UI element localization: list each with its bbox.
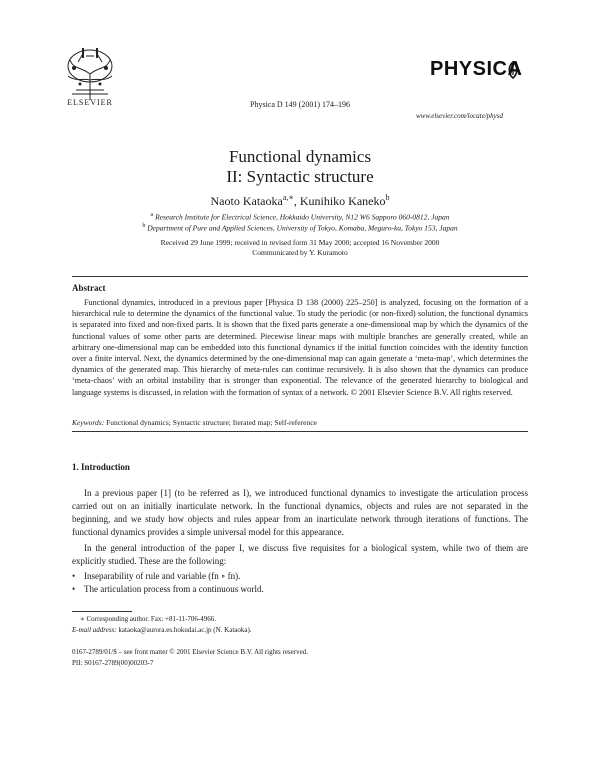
abstract-body: Functional dynamics, introduced in a previous paper [Physica D 138 (2000) 225–250] is analyzed, focusing on the formation of a hierarchical rule to determine the dynamics of the functional value. To study the periodic (or non-fixed) solution, the functional dynamics is separated into fixed and non-fixed parts. It is shown that the fixed parts generate a one-dimensional map by which the dynamics of the functional values of some other parts are determined. Piecewise linear maps with multiple branches are generally created, while an arbitrary one-dimensional map can be embedded into this functional dynamics if the initial function coincides with the identity function over a finite interval. Next, the dynamics determined by the one-dimensional map can again generate a ‘meta-map’, which determines the dynamics of the generated map. This hierarchy of meta-rules can continue recursively. It is also shown that the dynamics can produce ‘meta-chaos’ with an orbital instability that is stronger than exponential. The relevance of the generated hierarchy to biological and language systems is discussed, in relation with the formation of syntax of a network. © 2001 Elsevier Science B.V. All rights reserved.: [72, 298, 528, 397]
journal-url[interactable]: www.elsevier.com/locate/physd: [416, 112, 503, 120]
author-marks: b: [385, 193, 390, 202]
journal-emblem-icon: [506, 60, 520, 80]
abstract-bottom-rule: [72, 431, 528, 432]
footnote-rule: [72, 611, 132, 612]
author-separator: ,: [293, 194, 300, 208]
paper-title-line2: II: Syntactic structure: [226, 167, 374, 186]
affiliation: [0, 223, 600, 233]
body-paragraph: In a previous paper [1] (to be referred as I), we introduced functional dynamics to investigate the articulation process carried out on an initially inarticulate network. In the functional dynamics, objects and rules are not separated in the beginning, and we study how objects and rules appear from an inarticulate network through iterations of functions. The functional dynamics provides a simple universal model for this appearance.: [72, 488, 528, 537]
abstract-top-rule: [72, 276, 528, 277]
elsevier-tree-logo: [60, 44, 120, 102]
affiliation-mark: b: [142, 223, 146, 229]
keywords: [72, 418, 317, 427]
journal-citation: Physica D 149 (2001) 174–196: [250, 100, 350, 109]
list-item: [72, 583, 264, 596]
section-heading: 1. Introduction: [72, 462, 130, 472]
email-footnote: [72, 626, 252, 634]
author-marks: a,∗: [282, 193, 294, 202]
bullet-icon: •: [72, 571, 76, 581]
abstract-heading: Abstract: [72, 283, 106, 293]
front-matter-notice: 0167-2789/01/$ – see front matter © 2001 Elsevier Science B.V. All rights reserved.: [72, 648, 308, 656]
communicated-by: Communicated by Y. Kuramoto: [252, 248, 348, 257]
body-paragraph: In the general introduction of the paper I, we discuss five requisites for a biological system, while two of them are explicitly studied. These are the following:: [72, 543, 528, 566]
submission-dates: Received 29 June 1999; received in revised form 31 May 2000; accepted 16 November 2000: [160, 238, 440, 247]
journal-logo-text: PHYSICA: [430, 58, 523, 80]
pii-identifier: PII: S0167-2789(00)00203-7: [72, 659, 154, 667]
corresponding-author-footnote: ∗ Corresponding author. Fax: +81-11-706-4966.: [80, 615, 216, 623]
paper-title-line1: Functional dynamics: [228, 147, 372, 166]
affiliation-mark: a: [150, 212, 154, 218]
list-item-text: The articulation process from a continuous world.: [84, 584, 264, 594]
author-name: Kunihiko Kaneko: [299, 194, 386, 208]
list-item-text: Inseparability of rule and variable (fn ∘ fn).: [84, 571, 241, 581]
email-label: E-mail address:: [72, 626, 117, 634]
author-list: [0, 193, 600, 209]
affiliation: [0, 212, 600, 222]
publisher-name: ELSEVIER: [67, 98, 113, 107]
affiliation-text: Research Institute for Electrical Science, Hokkaido University, N12 W6 Sapporo 060-0812, Japan: [155, 212, 450, 222]
affiliation-text: Department of Pure and Applied Sciences, University of Tokyo, Komaba, Meguro-ku, Tokyo 153, Japan: [147, 223, 458, 233]
author-name: Naoto Kataoka: [210, 194, 283, 208]
email-address[interactable]: kataoka@aurora.es.hokudai.ac.jp (N. Kataoka).: [116, 626, 252, 634]
list-item: [72, 570, 240, 583]
keywords-label: Keywords:: [72, 418, 105, 427]
keywords-list: Functional dynamics; Syntactic structure; Iterated map; Self-reference: [104, 418, 317, 427]
bullet-icon: •: [72, 584, 76, 594]
